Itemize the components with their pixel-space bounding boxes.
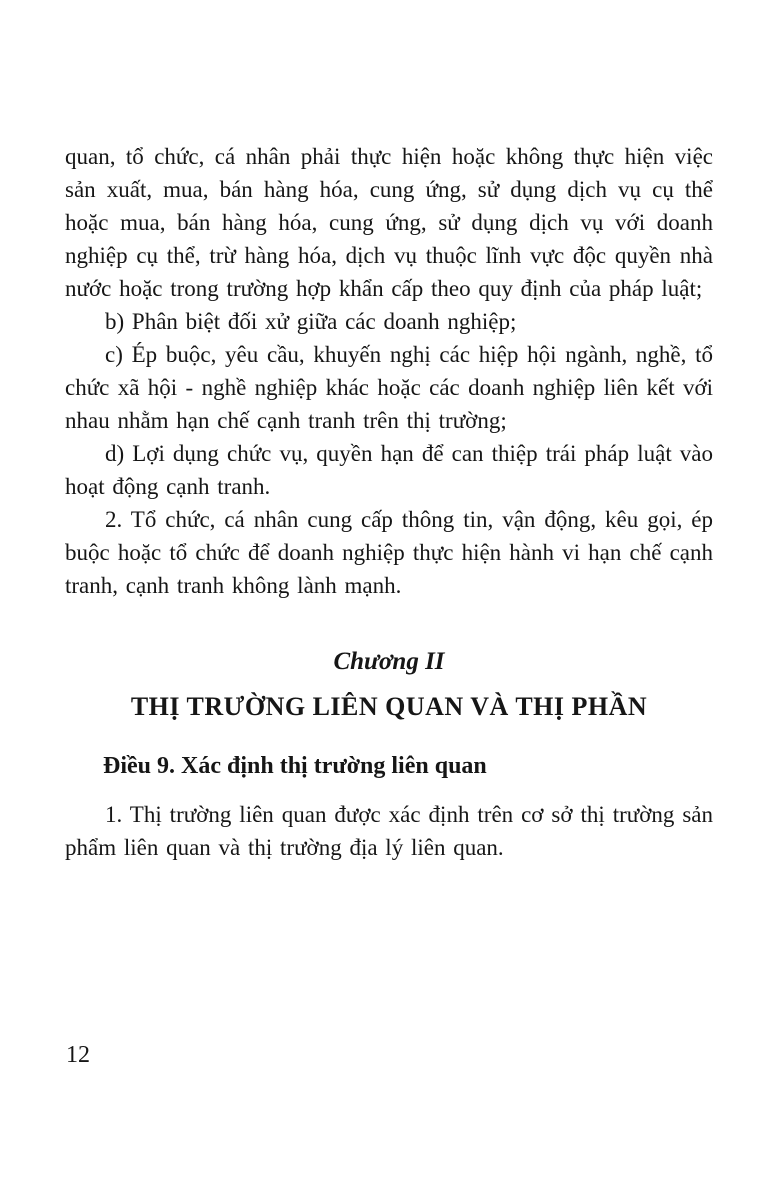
list-item-c: c) Ép buộc, yêu cầu, khuyến nghị các hiệp hội ngành, nghề, tổ chức xã hội - nghề nghiệp khác hoặc các doanh nghiệp liên kết với nhau nhằm hạn chế cạnh tranh trên thị trường;	[65, 342, 713, 433]
article-heading: Điều 9. Xác định thị trường liên quan	[103, 753, 487, 779]
list-item-b: b) Phân biệt đối xử giữa các doanh nghiệp;	[105, 309, 517, 334]
paragraph-clause-2: 2. Tổ chức, cá nhân cung cấp thông tin, vận động, kêu gọi, ép buộc hoặc tổ chức để doanh nghiệp thực hiện hành vi hạn chế cạnh tranh, cạnh tranh không lành mạnh.	[65, 507, 713, 598]
page-number: 12	[66, 1042, 90, 1068]
page-body	[65, 140, 713, 864]
chapter-label: Chương II	[333, 648, 445, 675]
paragraph-clause-1: 1. Thị trường liên quan được xác định trên cơ sở thị trường sản phẩm liên quan và thị trường địa lý liên quan.	[65, 802, 713, 860]
chapter-title: THỊ TRƯỜNG LIÊN QUAN VÀ THỊ PHẦN	[130, 692, 648, 721]
list-item-d: d) Lợi dụng chức vụ, quyền hạn để can thiệp trái pháp luật vào hoạt động cạnh tranh.	[65, 441, 713, 499]
paragraph-continuation: quan, tổ chức, cá nhân phải thực hiện hoặc không thực hiện việc sản xuất, mua, bán hàng hóa, cung ứng, sử dụng dịch vụ cụ thể hoặc mua, bán hàng hóa, cung ứng, sử dụng dịch vụ với doanh nghiệp cụ thể, trừ hàng hóa, dịch vụ thuộc lĩnh vực độc quyền nhà nước hoặc trong trường hợp khẩn cấp theo quy định của pháp luật;	[65, 144, 713, 301]
